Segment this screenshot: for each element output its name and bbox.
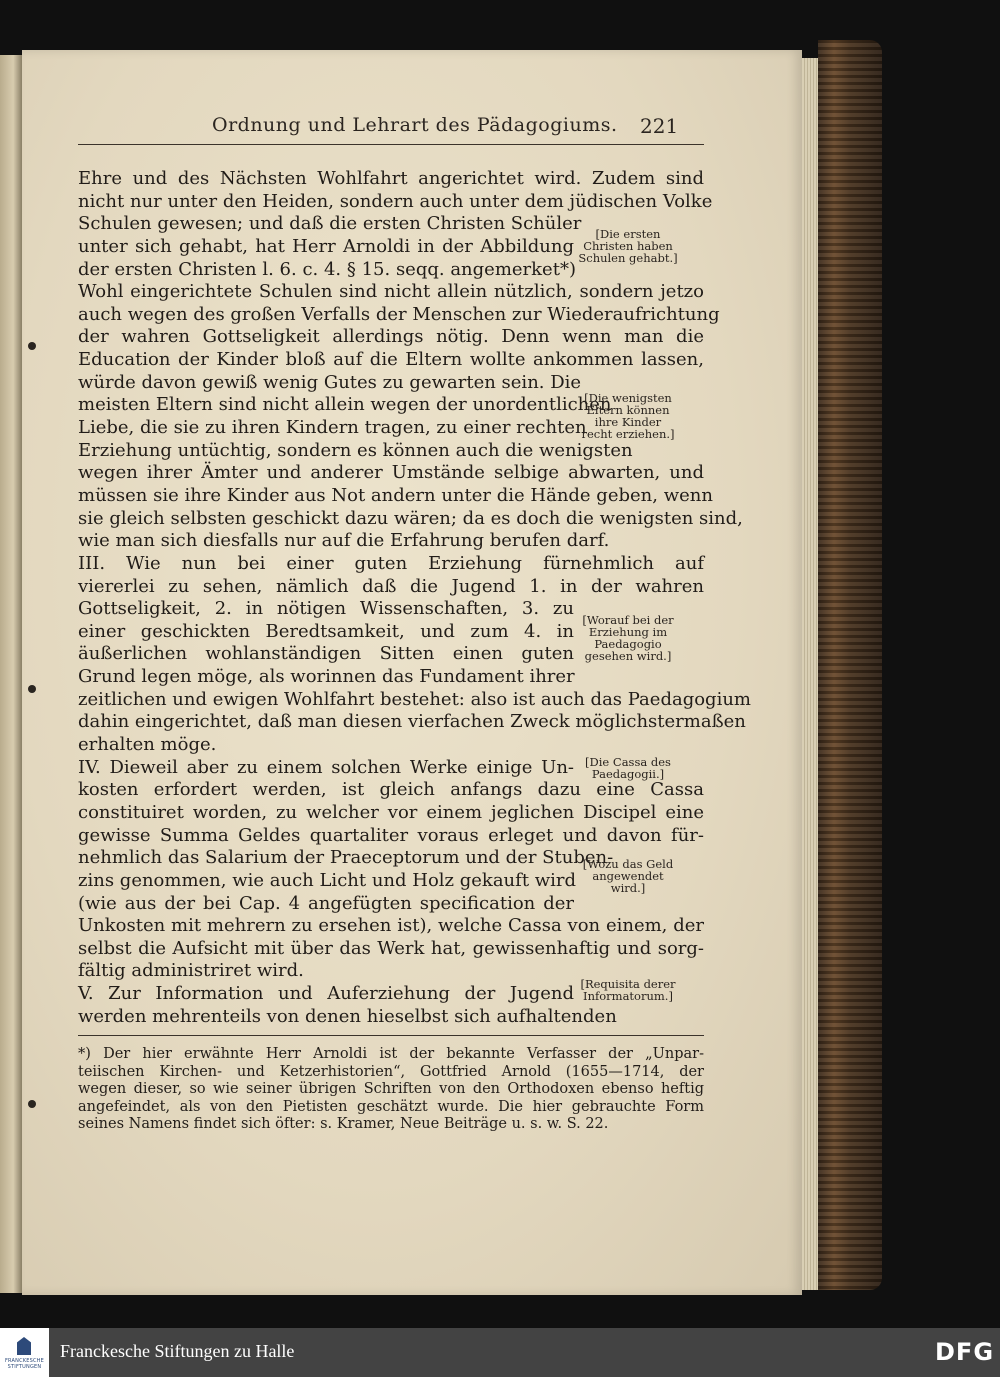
text-line: Grund legen möge, als worinnen das Fundament ihrer (78, 666, 575, 688)
text-line: Gottseligkeit, 2. in nötigen Wissenschaften, 3. zu (78, 598, 574, 620)
running-head-title: Ordnung und Lehrart des Pädagogiums. (212, 114, 618, 136)
text-line: III. Wie nun bei einer guten Erziehung fürnehmlich auf (78, 552, 704, 574)
text-line: äußerlichen wohlanständigen Sitten einen guten (78, 643, 574, 665)
logo-text: FRANCKESCHE STIFTUNGEN (4, 1358, 45, 1370)
text-line: Unkosten mit mehrern zu ersehen ist), welche Cassa von einem, der (78, 915, 704, 937)
text-line: unter sich gehabt, hat Herr Arnoldi in der Abbildung (78, 235, 574, 257)
text-line: IV. Dieweil aber zu einem solchen Werke einige Un- (78, 756, 574, 778)
page-number: 221 (640, 114, 679, 138)
footnote (78, 1046, 704, 1134)
footnote-line: angefeindet, als von den Pietisten geschätzt wurde. Die hier gebrauchte Form (78, 1098, 704, 1115)
text-line: der ersten Christen l. 6. c. 4. § 15. seqq. angemerket*) (78, 258, 576, 280)
margin-note: [Die wenigsten Eltern können ihre Kinder recht erziehen.] (581, 391, 675, 441)
text-line: kosten erfordert werden, ist gleich anfangs dazu eine Cassa (78, 779, 704, 801)
footnote-line: seines Namens findet sich öfter: s. Kramer, Neue Beiträge u. s. w. S. 22. (78, 1116, 609, 1133)
text-line: viererlei zu sehen, nämlich daß die Jugend 1. in der wahren (78, 575, 704, 597)
text-line: meisten Eltern sind nicht allein wegen der unordentlichen (78, 394, 612, 416)
text-line: zeitlichen und ewigen Wohlfahrt bestehet: also ist auch das Paedagogium (78, 688, 751, 710)
text-line: Education der Kinder bloß auf die Eltern wollte ankommen lassen, (78, 349, 704, 371)
text-line: erhalten möge. (78, 734, 217, 756)
text-line: zins genommen, wie auch Licht und Holz gekauft wird (78, 869, 577, 891)
text-line: Wohl eingerichtete Schulen sind nicht allein nützlich, sondern jetzo (78, 281, 704, 303)
margin-note: [Worauf bei der Erziehung im Paedagogio gesehen wird.] (582, 613, 674, 663)
text-line: wegen ihrer Ämter und anderer Umstände selbige abwarten, und (78, 462, 704, 484)
dfg-logo[interactable]: DFG (935, 1338, 995, 1366)
building-icon (17, 1337, 31, 1355)
margin-note: [Wozu das Geld angewendet wird.] (582, 857, 674, 895)
text-line: fältig administriret wird. (78, 960, 304, 982)
footnote-line: wegen dieser, so wie seiner übrigen Schriften von den Orthodoxen ebenso heftig (78, 1081, 704, 1098)
text-line: constituiret worden, zu welcher vor einem jeglichen Discipel eine (78, 801, 704, 823)
text-line: Erziehung untüchtig, sondern es können auch die wenigsten (78, 439, 633, 461)
text-line: nicht nur unter den Heiden, sondern auch unter dem jüdischen Volke (78, 190, 713, 212)
text-line: gewisse Summa Geldes quartaliter voraus erleget und davon für- (78, 824, 704, 846)
margin-note: [Die ersten Christen haben Schulen gehabt.] (578, 227, 678, 265)
text-line: nehmlich das Salarium der Praeceptorum und der Stuben- (78, 847, 614, 869)
text-line: (wie aus der bei Cap. 4 angefügten specification der (78, 892, 574, 914)
text-line: selbst die Aufsicht mit über das Werk hat, gewissenhaftig und sorg- (78, 937, 704, 959)
franckesche-logo[interactable] (0, 1328, 49, 1377)
book-spine (818, 40, 882, 1290)
footnote-rule (78, 1035, 704, 1036)
text-line: auch wegen des großen Verfalls der Menschen zur Wiederaufrichtung (78, 303, 720, 325)
text-line: V. Zur Information und Auferziehung der Jugend (78, 983, 574, 1005)
text-line: der wahren Gottseligkeit allerdings nötig. Denn wenn man die (78, 326, 704, 348)
text-line: würde davon gewiß wenig Gutes zu gewarten sein. Die (78, 371, 582, 393)
margin-note: [Requisita derer Informatorum.] (580, 977, 676, 1003)
footnote-line: *) Der hier erwähnte Herr Arnoldi ist der bekannte Verfasser der „Unpar- (78, 1046, 704, 1062)
text-line: werden mehrenteils von denen hieselbst sich aufhaltenden (78, 1005, 617, 1027)
book-page (22, 50, 802, 1295)
text-line: Ehre und des Nächsten Wohlfahrt angerichtet wird. Zudem sind (78, 168, 704, 189)
text-line: Schulen gewesen; und daß die ersten Christen Schüler (78, 213, 582, 235)
text-line: sie gleich selbsten geschickt dazu wären; da es doch die wenigsten sind, (78, 507, 743, 529)
previous-page-edge (0, 55, 22, 1293)
text-line: einer geschickten Beredtsamkeit, und zum 4. in (78, 620, 574, 642)
text-line: Liebe, die sie zu ihren Kindern tragen, zu einer rechten (78, 417, 587, 439)
text-line: müssen sie ihre Kinder aus Not andern unter die Hände geben, wenn (78, 484, 713, 506)
institution-name[interactable]: Franckesche Stiftungen zu Halle (60, 1341, 295, 1361)
footnote-line: teiischen Kirchen- und Ketzerhistorien“, Gottfried Arnold (1655—1714, der (78, 1063, 704, 1080)
viewer-footer (0, 1328, 1000, 1377)
text-line: wie man sich diesfalls nur auf die Erfahrung berufen darf. (78, 530, 610, 552)
text-line: dahin eingerichtet, daß man diesen vierfachen Zweck möglichstermaßen (78, 711, 746, 733)
margin-note: [Die Cassa des Paedagogii.] (585, 755, 671, 781)
